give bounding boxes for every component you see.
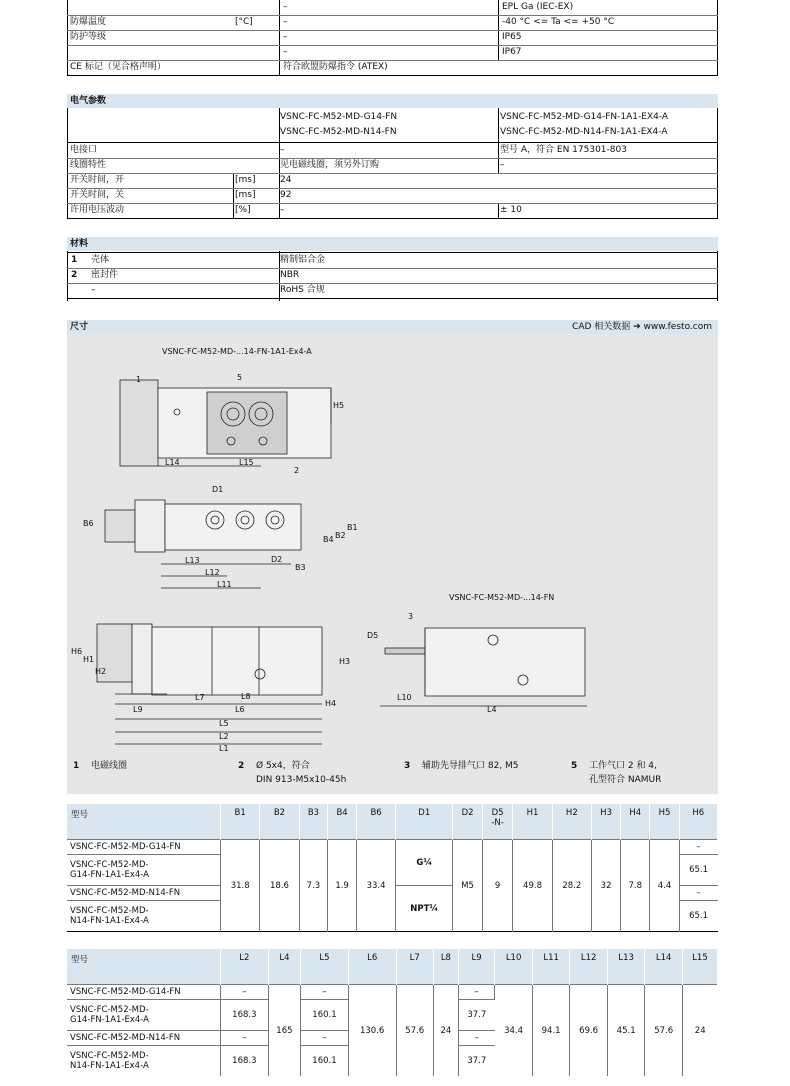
table-row [67,283,718,299]
cell: 4.4 [650,840,679,932]
cell: 65.1 [679,855,717,886]
table-header [67,949,718,985]
model-cell: VSNC-FC-M52-MD- N14-FN-1A1-Ex4-A [67,1046,221,1077]
cell: G¼ [396,840,453,886]
cell: 92 [280,190,292,200]
cell: IP67 [502,47,522,57]
cell: – [280,205,285,215]
model-name: VSNC-FC-M52-MD-N14-FN-1A1-EX4-A [500,127,668,137]
row-unit: [ms] [235,175,256,185]
legend-text: Ø 5x4，符合 [256,761,310,771]
table-row [67,60,718,76]
marker-label: 2 [294,466,300,475]
cell: ± 10 [500,205,522,215]
cad-link[interactable]: CAD 相关数据 ➔ www.festo.com [572,322,712,332]
cell: – [458,1031,495,1046]
model-cell: VSNC-FC-M52-MD-N14-FN [67,886,221,901]
table-row [67,30,718,46]
cell: 49.8 [513,840,552,932]
cell: 见电磁线圈，须另外订购 [280,160,380,170]
cell: 168.3 [221,1000,269,1031]
dim-label: D5 [367,631,379,640]
model-cell: VSNC-FC-M52-MD-G14-FN [67,985,221,1000]
column-header: L14 [645,949,683,985]
cell: – [301,985,349,1000]
view-label: VSNC-FC-M52-MD-...14-FN-1A1-Ex4-A [162,347,312,356]
column-header: H3 [591,804,620,840]
dim-label: H2 [95,667,107,676]
column-header: L2 [221,949,269,985]
cell: 37.7 [458,1000,495,1031]
cell: 57.6 [396,985,434,1077]
dim-label: H1 [83,655,95,664]
cell: 24 [280,175,292,185]
cell: – [221,1031,269,1046]
cell: 33.4 [356,840,395,932]
column-header: H5 [650,804,679,840]
dim-label: D2 [271,555,283,564]
table-row [67,15,718,31]
item-number: 1 [71,255,78,265]
cell: 165 [268,985,300,1077]
column-header: D2 [453,804,482,840]
cell: 130.6 [348,985,396,1077]
column-header: H2 [552,804,591,840]
cell: -40 °C <= Ta <= +50 °C [502,17,615,27]
item-number: – [91,285,96,295]
legend-number: 5 [571,761,578,771]
cell: 160.1 [301,1000,349,1031]
model-cell: VSNC-FC-M52-MD-G14-FN [67,840,221,855]
row-label: 防爆温度 [70,17,107,27]
model-cell: VSNC-FC-M52-MD- G14-FN-1A1-Ex4-A [67,855,221,886]
cell: 24 [682,985,717,1077]
section-title-text: 尺寸 [70,322,89,332]
cell: M5 [453,840,482,932]
cell: 37.7 [458,1046,495,1077]
dim-label: L12 [205,568,220,577]
cell: NBR [280,270,300,280]
cell: 18.6 [260,840,299,932]
cell: – [283,47,288,57]
row-label: 线圈特性 [70,160,107,170]
marker-label: 1 [136,375,142,384]
dim-label: B3 [295,563,306,572]
model-cell: VSNC-FC-M52-MD-N14-FN [67,1031,221,1046]
column-header: D5 -N- [482,804,513,840]
dim-label: H4 [325,699,337,708]
dim-label: B4 [323,535,334,544]
cell: 9 [482,840,513,932]
row-unit: [ms] [235,190,256,200]
table-row [67,188,718,204]
column-header: L8 [434,949,459,985]
cell: 65.1 [679,901,717,932]
legend-number: 1 [73,761,80,771]
row-label: 壳体 [91,255,110,265]
column-header: L4 [268,949,300,985]
legend-text: 辅助先导排气口 82, M5 [422,761,519,771]
cell: 1.9 [328,840,357,932]
column-header: L7 [396,949,434,985]
dim-label: H3 [339,657,351,666]
dim-label: L7 [195,693,205,702]
dimension-table-1 [67,804,718,932]
dim-label: B2 [335,531,346,540]
model-name: VSNC-FC-M52-MD-N14-FN [280,127,397,137]
cell: 69.6 [570,985,608,1077]
view-label: VSNC-FC-M52-MD-...14-FN [449,593,555,602]
column-header: B3 [299,804,328,840]
model-cell: VSNC-FC-M52-MD- G14-FN-1A1-Ex4-A [67,1000,221,1031]
column-header: L12 [570,949,608,985]
electrical-header-row [67,108,718,143]
table-header [67,804,718,840]
item-number: 2 [71,270,78,280]
legend-text: 工作气口 2 和 4, [589,761,657,771]
table-row [67,0,718,16]
dim-label: H6 [71,647,83,656]
row-label: 开关时间，关 [70,190,125,200]
cell: 7.8 [621,840,650,932]
row-unit: [%] [235,205,251,215]
column-header: 型号 [67,949,221,985]
model-name: VSNC-FC-M52-MD-G14-FN [280,112,398,122]
dim-label: L8 [241,692,251,701]
column-header: H6 [679,804,717,840]
table-row [67,173,718,189]
cell: RoHS 合规 [280,285,325,295]
legend-number: 3 [404,761,411,771]
dim-label: L5 [219,719,229,728]
dim-label: L10 [397,693,412,702]
table-row [67,203,718,219]
row-label: 电接口 [70,145,98,155]
legend-number: 2 [238,761,245,771]
cell: 24 [434,985,459,1077]
column-header: L11 [532,949,570,985]
column-header: L6 [348,949,396,985]
row-label: CE 标记（见合格声明） [70,62,166,72]
table-row [67,253,718,269]
cell: – [301,1031,349,1046]
table-row [67,840,718,855]
cell: 168.3 [221,1046,269,1077]
cell: 7.3 [299,840,328,932]
cell: 34.4 [495,985,533,1077]
technical-drawing [67,334,718,794]
dimension-drawing [67,334,718,794]
legend-text: 电磁线圈 [91,761,128,771]
legend-text: 孔型符合 NAMUR [589,775,662,785]
dim-label: L15 [239,458,254,467]
cell: 型号 A，符合 EN 175301-803 [500,145,627,155]
marker-label: 5 [237,373,243,382]
row-label: 许用电压波动 [70,205,125,215]
row-label: 防护等级 [70,32,107,42]
cell: NPT¼ [396,886,453,932]
cell: 57.6 [645,985,683,1077]
dim-label: L9 [133,705,143,714]
section-title: 材料 [67,237,718,251]
cell: – [458,985,495,1000]
dim-label: L13 [185,556,200,565]
cell: – [283,2,288,12]
table-row [67,158,718,174]
dim-label: L2 [219,732,229,741]
table-row [67,985,718,1000]
marker-label: 3 [408,612,414,621]
cell: – [679,886,717,901]
dim-label: L11 [217,580,232,589]
model-cell: VSNC-FC-M52-MD- N14-FN-1A1-Ex4-A [67,901,221,932]
row-unit: [°C] [235,17,253,27]
cell: 45.1 [607,985,645,1077]
table-row [67,268,718,284]
legend-text: DIN 913-M5x10-45h [256,775,347,785]
cell: 精制铝合金 [280,255,326,265]
column-header: B6 [356,804,395,840]
column-header: B2 [260,804,299,840]
table-row [67,45,718,61]
cell: 160.1 [301,1046,349,1077]
column-header: L13 [607,949,645,985]
cell: – [280,145,285,155]
cell: IP65 [502,32,522,42]
column-header: 型号 [67,804,221,840]
column-header: L15 [682,949,717,985]
section-title: 电气参数 [67,94,718,108]
table-row [67,143,718,159]
cell: 28.2 [552,840,591,932]
cell: – [679,840,717,855]
dim-label: B1 [347,523,358,532]
dim-label: L4 [487,705,497,714]
cell: 符合欧盟防爆指令 (ATEX) [283,62,388,72]
model-name: VSNC-FC-M52-MD-G14-FN-1A1-EX4-A [500,112,669,122]
row-label: 密封件 [91,270,119,280]
column-header: D1 [396,804,453,840]
column-header: L5 [301,949,349,985]
dim-label: D1 [212,485,224,494]
row-label: 开关时间，开 [70,175,125,185]
section-title [67,320,718,334]
cell: 31.8 [221,840,260,932]
column-header: H1 [513,804,552,840]
dim-label: L6 [235,705,245,714]
cell: – [283,17,288,27]
column-header: H4 [621,804,650,840]
cell: – [221,985,269,1000]
dim-label: H5 [333,401,345,410]
column-header: B1 [221,804,260,840]
dim-label: B6 [83,519,94,528]
cell: EPL Ga (IEC-EX) [502,2,574,12]
column-header: L10 [495,949,533,985]
column-header: B4 [328,804,357,840]
cell: – [283,32,288,42]
cell: 94.1 [532,985,570,1077]
column-header: L9 [458,949,495,985]
cell: 32 [591,840,620,932]
cell: – [500,160,505,170]
dim-label: L14 [165,458,180,467]
dimension-table-2 [67,949,718,1076]
dim-label: L1 [219,744,229,753]
